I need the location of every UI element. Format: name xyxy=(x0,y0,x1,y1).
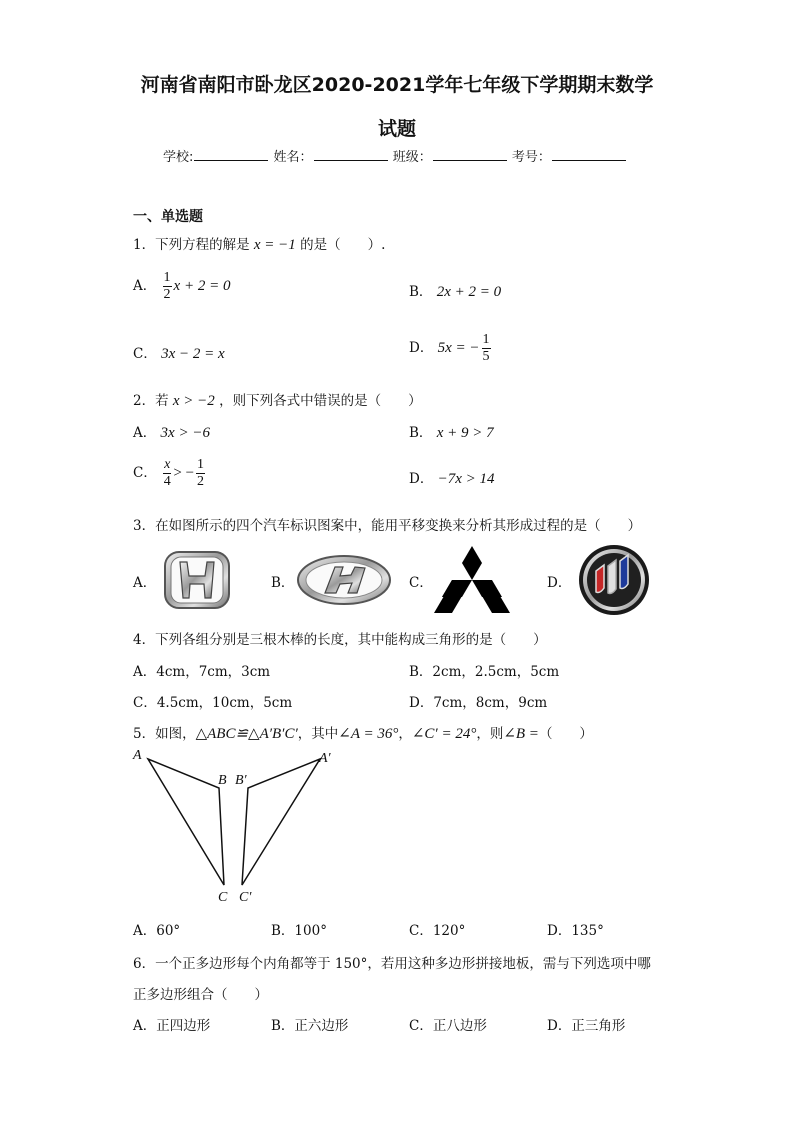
question-6-stem-line1: 6．一个正多边形每个内角都等于 150°，若用这种多边形拼接地板，需与下列选项中哪 xyxy=(133,956,651,972)
q1-option-c[interactable] xyxy=(133,342,225,363)
denominator: 2 xyxy=(163,287,171,302)
name-blank[interactable] xyxy=(314,148,388,161)
q5-stem-math-4: ∠B = xyxy=(503,726,539,742)
exam-no-label: 考号： xyxy=(511,150,551,165)
numerator: 1 xyxy=(482,332,490,347)
triangle-abc xyxy=(148,759,224,885)
q5-option-a[interactable]: A．60° xyxy=(133,923,181,939)
student-info-line xyxy=(163,146,627,165)
exam-no-blank[interactable] xyxy=(552,148,626,161)
q2-stem-math: x > −2 xyxy=(172,393,215,409)
q5-stem-text: 5．如图， xyxy=(133,726,196,742)
option-label: C． xyxy=(133,465,157,481)
option-label: B． xyxy=(409,425,433,441)
vertex-label-a-prime: A′ xyxy=(319,751,331,766)
triangle-a2b2c2 xyxy=(242,759,320,885)
q6-option-b[interactable]: B．正六边形 xyxy=(271,1018,349,1034)
math-expression: 3x − 2 = x xyxy=(161,346,225,362)
q1-stem-math: x = −1 xyxy=(253,237,296,253)
q1-stem-tail: 的是（ ）. xyxy=(300,237,386,253)
vertex-label-a: A xyxy=(133,748,142,763)
math-expression: x + 9 > 7 xyxy=(436,425,494,441)
congruent-triangles-figure xyxy=(125,742,355,912)
option-label: B． xyxy=(409,284,433,300)
question-6-stem-line2: 正多边形组合（ ） xyxy=(133,987,268,1003)
fraction xyxy=(163,457,171,490)
q5-stem-math-2: ∠A = 36° xyxy=(338,726,399,742)
q2-option-d[interactable] xyxy=(409,467,495,488)
denominator: 5 xyxy=(482,349,490,364)
hyundai-logo xyxy=(295,553,393,607)
q2-option-a[interactable] xyxy=(133,421,210,442)
numerator: 1 xyxy=(197,457,205,472)
vertex-label-b-prime: B′ xyxy=(235,773,247,788)
option-label: D． xyxy=(409,471,434,487)
denominator: 4 xyxy=(163,474,171,489)
q1-option-a[interactable] xyxy=(133,270,230,303)
question-5-stem xyxy=(133,722,593,743)
math-expression: x + 2 = 0 xyxy=(173,278,231,294)
q1-option-d[interactable] xyxy=(409,332,493,365)
q5-option-c[interactable]: C．120° xyxy=(409,923,466,939)
school-blank[interactable] xyxy=(194,148,268,161)
option-label: A． xyxy=(133,278,157,294)
q4-option-c[interactable]: C．4.5cm，10cm，5cm xyxy=(133,695,293,711)
option-label: D． xyxy=(409,340,434,356)
q5-option-b[interactable]: B．100° xyxy=(271,923,327,939)
question-1-stem xyxy=(133,233,385,254)
page-title-line2: 试题 xyxy=(377,118,416,140)
q2-option-b[interactable] xyxy=(409,421,494,442)
q6-option-c[interactable]: C．正八边形 xyxy=(409,1018,487,1034)
math-expression: > − xyxy=(173,465,195,481)
q2-stem-text: 2．若 xyxy=(133,393,169,409)
math-expression: 2x + 2 = 0 xyxy=(436,284,502,300)
q4-option-a[interactable]: A．4cm，7cm，3cm xyxy=(133,664,271,680)
q6-option-d[interactable]: D．正三角形 xyxy=(547,1018,626,1034)
section-heading: 一、单选题 xyxy=(133,209,203,225)
fraction xyxy=(163,270,172,303)
vertex-label-b: B xyxy=(218,773,227,788)
q5-stem-text-3: ， xyxy=(398,726,412,742)
fraction xyxy=(196,457,205,490)
q2-option-c[interactable] xyxy=(133,457,207,490)
fraction xyxy=(482,332,491,365)
math-expression: −7x > 14 xyxy=(437,471,495,487)
q5-stem-math-3: ∠C′ = 24° xyxy=(411,726,477,742)
math-expression: 3x > −6 xyxy=(160,425,210,441)
q3-option-a-label[interactable]: A． xyxy=(133,575,157,591)
page-title: 河南省南阳市卧龙区2020-2021学年七年级下学期期末数学 xyxy=(140,74,654,96)
math-expression: 5x = − xyxy=(437,340,480,356)
q5-stem-text-4: ，则 xyxy=(476,726,504,742)
q5-option-d[interactable]: D．135° xyxy=(547,923,604,939)
option-label: C． xyxy=(133,346,157,362)
class-label: 班级： xyxy=(392,150,432,165)
q5-stem-text-2: ，其中 xyxy=(297,726,339,742)
q1-option-b[interactable] xyxy=(409,280,501,301)
numerator: 1 xyxy=(163,270,171,285)
q3-option-d-label[interactable]: D． xyxy=(547,575,572,591)
denominator: 2 xyxy=(197,474,205,489)
q4-option-b[interactable]: B．2cm，2.5cm，5cm xyxy=(409,664,560,680)
q4-option-d[interactable]: D．7cm，8cm，9cm xyxy=(409,695,548,711)
question-3-stem: 3．在如图所示的四个汽车标识图案中，能用平移变换来分析其形成过程的是（ ） xyxy=(133,518,642,534)
vertex-label-c: C xyxy=(218,890,228,905)
vertex-label-c-prime: C′ xyxy=(239,890,252,905)
q3-option-c-label[interactable]: C． xyxy=(409,575,433,591)
school-label: 学校: xyxy=(163,150,194,165)
q5-stem-tail: （ ） xyxy=(538,726,593,742)
name-label: 姓名： xyxy=(273,150,313,165)
q1-stem-text: 1．下列方程的解是 xyxy=(133,237,250,253)
class-blank[interactable] xyxy=(433,148,507,161)
q6-option-a[interactable]: A．正四边形 xyxy=(133,1018,211,1034)
q3-option-b-label[interactable]: B． xyxy=(271,575,295,591)
question-4-stem: 4．下列各组分别是三根木棒的长度，其中能构成三角形的是（ ） xyxy=(133,632,547,648)
q5-stem-math: △ABC≌△A′B′C′ xyxy=(195,726,298,742)
mitsubishi-logo xyxy=(432,544,512,614)
q2-stem-tail: ，则下列各式中错误的是（ ） xyxy=(219,393,422,409)
option-label: A． xyxy=(133,425,157,441)
buick-logo xyxy=(576,544,652,616)
question-2-stem xyxy=(133,389,422,410)
honda-logo xyxy=(163,550,231,610)
numerator: x xyxy=(164,457,171,472)
